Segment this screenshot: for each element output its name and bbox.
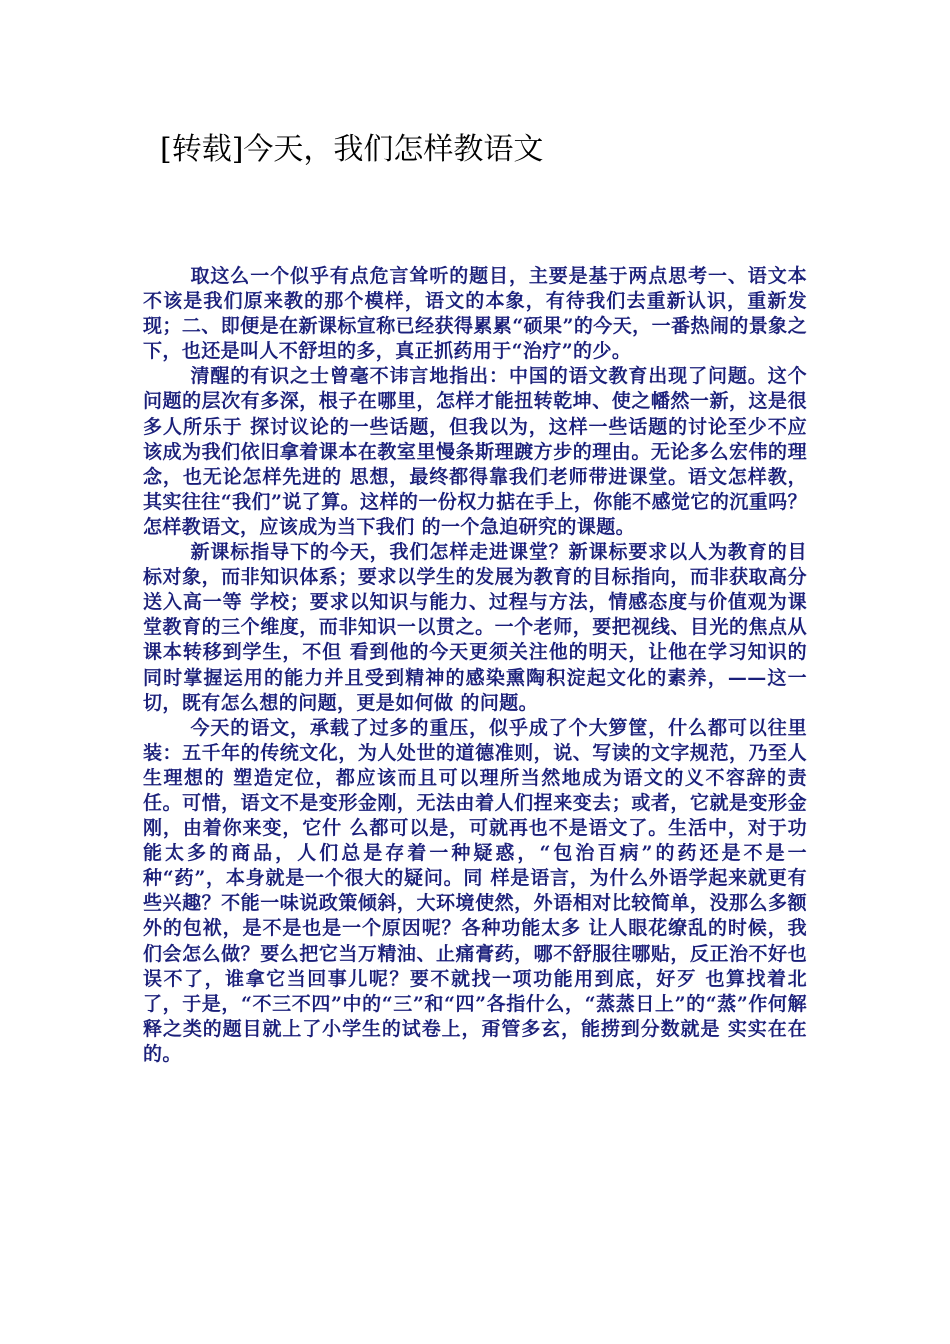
paragraph: 今天的语文，承载了过多的重压，似乎成了个大箩筐，什么都可以往里装：五千年的传统文化，为人处世的道德准则，说、写读的文字规范，乃至人生理想的 塑造定位，都应该而且可以理所当然地成为语文的义不容辞的责任。可惜，语文不是变形金刚，无法由着人们捏来变去；或者，它就是变形金刚，由着你来变，它什 么都可以是，可就再也不是语文了。生活中，对于功能太多的商品，人们总是存着一种疑惑，“包治百病”的药还是不是一种“药”，本身就是一个很大的疑问。同 样是语言，为什么外语学起来就更有些兴趣？不能一味说政策倾斜，大环境使然，外语相对比较简单，没那么多额外的包袱，是不是也是一个原因呢？各种功能太多 让人眼花缭乱的时候，我们会怎么做？要么把它当万精油、止痛膏药，哪不舒服往哪贴，反正治不好也误不了，谁拿它当回事儿呢？要不就找一项功能用到底，好歹 也算找着北了，于是，“不三不四”中的“三”和“四”各指什么，“蒸蒸日上”的“蒸”作何解释之类的题目就上了小学生的试卷上，甭管多玄，能捞到分数就是 实实在在的。 [143, 716, 807, 1065]
paragraph: 清醒的有识之士曾毫不讳言地指出：中国的语文教育出现了问题。这个问题的层次有多深，根子在哪里，怎样才能扭转乾坤、使之幡然一新，这是很多人所乐于 探讨议论的一些话题，但我以为，这样一些话题的讨论至少不应该成为我们依旧拿着课本在教室里慢条斯理踱方步的理由。无论多么宏伟的理念，也无论怎样先进的 思想，最终都得靠我们老师带进课堂。语文怎样教，其实往往“我们”说了算。这样的一份权力掂在手上，你能不感觉它的沉重吗？怎样教语文，应该成为当下我们 的一个急迫研究的课题。 [143, 365, 807, 538]
paragraph: 新课标指导下的今天，我们怎样走进课堂？新课标要求以人为教育的目标对象，而非知识体系；要求以学生的发展为教育的目标指向，而非获取高分送入高一等 学校；要求以知识与能力、过程与方法，情感态度与价值观为课堂教育的三个维度，而非知识一以贯之。一个老师，要把视线、目光的焦点从课本转移到学生，不但 看到他的今天更须关注他的明天，让他在学习知识的同时掌握运用的能力并且受到精神的感染熏陶积淀起文化的素养，——这一切，既有怎么想的问题，更是如何做 的问题。 [143, 541, 807, 714]
document-title: [转载]今天，我们怎样教语文 [160, 132, 544, 167]
article-body [143, 264, 807, 1067]
paragraph: 取这么一个似乎有点危言耸听的题目，主要是基于两点思考一、语文本不该是我们原来教的那个模样，语文的本象，有待我们去重新认识，重新发现；二、即便是在新课标宣称已经获得累累“硕果”的今天，一番热闹的景象之下，也还是叫人不舒坦的多，真正抓药用于“治疗”的少。 [143, 265, 807, 363]
